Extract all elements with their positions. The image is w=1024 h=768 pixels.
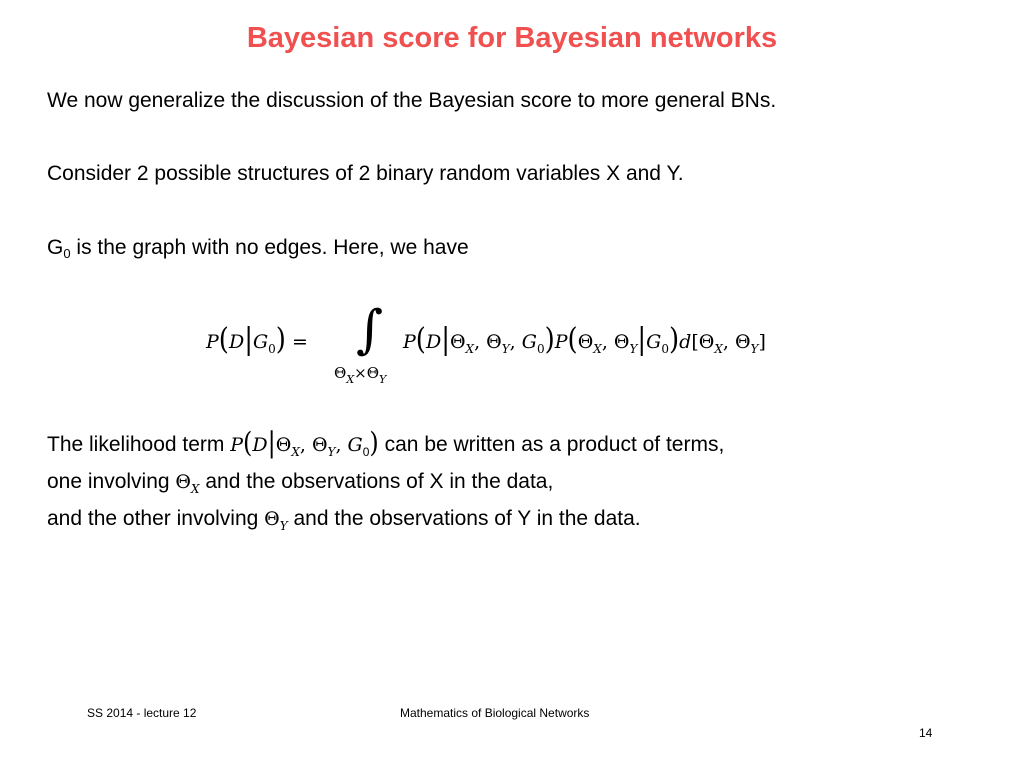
footer-lecture: SS 2014 - lecture 12 bbox=[87, 706, 197, 720]
theta-x-lead: one involving bbox=[47, 470, 176, 493]
paragraph-g0 bbox=[47, 233, 469, 269]
likelihood-tail: can be written as a product of terms, bbox=[378, 433, 725, 456]
integral-sign: ∫ bbox=[356, 300, 384, 360]
paragraph-theta-y bbox=[47, 504, 641, 541]
slide-title: Bayesian score for Bayesian networks bbox=[246, 22, 778, 54]
theta-x-symbol: $\Theta_X$ bbox=[175, 471, 200, 496]
paragraph-likelihood bbox=[47, 428, 724, 467]
paragraph-structures: Consider 2 possible structures of 2 binary random variables X and Y. bbox=[47, 162, 684, 185]
paragraph-theta-x bbox=[47, 467, 553, 504]
theta-y-symbol: $\Theta_Y$ bbox=[264, 508, 288, 533]
footer-course: Mathematics of Biological Networks bbox=[400, 706, 590, 720]
theta-x-tail: and the observations of X in the data, bbox=[199, 470, 554, 493]
g0-letter: G bbox=[47, 236, 64, 259]
page-number: 14 bbox=[919, 726, 933, 740]
theta-y-tail: and the observations of Y in the data. bbox=[287, 507, 641, 530]
likelihood-formula: $P(D|\Theta_X$, $\Theta_Y$, $G_0$) bbox=[230, 426, 379, 460]
equation-rhs: $P(D|\Theta_X$, $\Theta_Y$, $G_0)P(\Theta_X$, $\Theta_Y|G_0)d[\Theta_X$, $\Theta_Y$] bbox=[403, 322, 766, 358]
integral-limits: $\Theta_X\times\Theta_Y$ bbox=[334, 364, 387, 386]
theta-y-lead: and the other involving bbox=[47, 507, 265, 530]
g0-description: is the graph with no edges. Here, we have bbox=[70, 236, 469, 259]
paragraph-generalize: We now generalize the discussion of the Bayesian score to more general BNs. bbox=[47, 89, 777, 112]
likelihood-lead: The likelihood term bbox=[47, 433, 231, 456]
equation-lhs: $P(D|G_0)$ = bbox=[206, 322, 308, 358]
g0-subscript: 0 bbox=[63, 246, 71, 261]
